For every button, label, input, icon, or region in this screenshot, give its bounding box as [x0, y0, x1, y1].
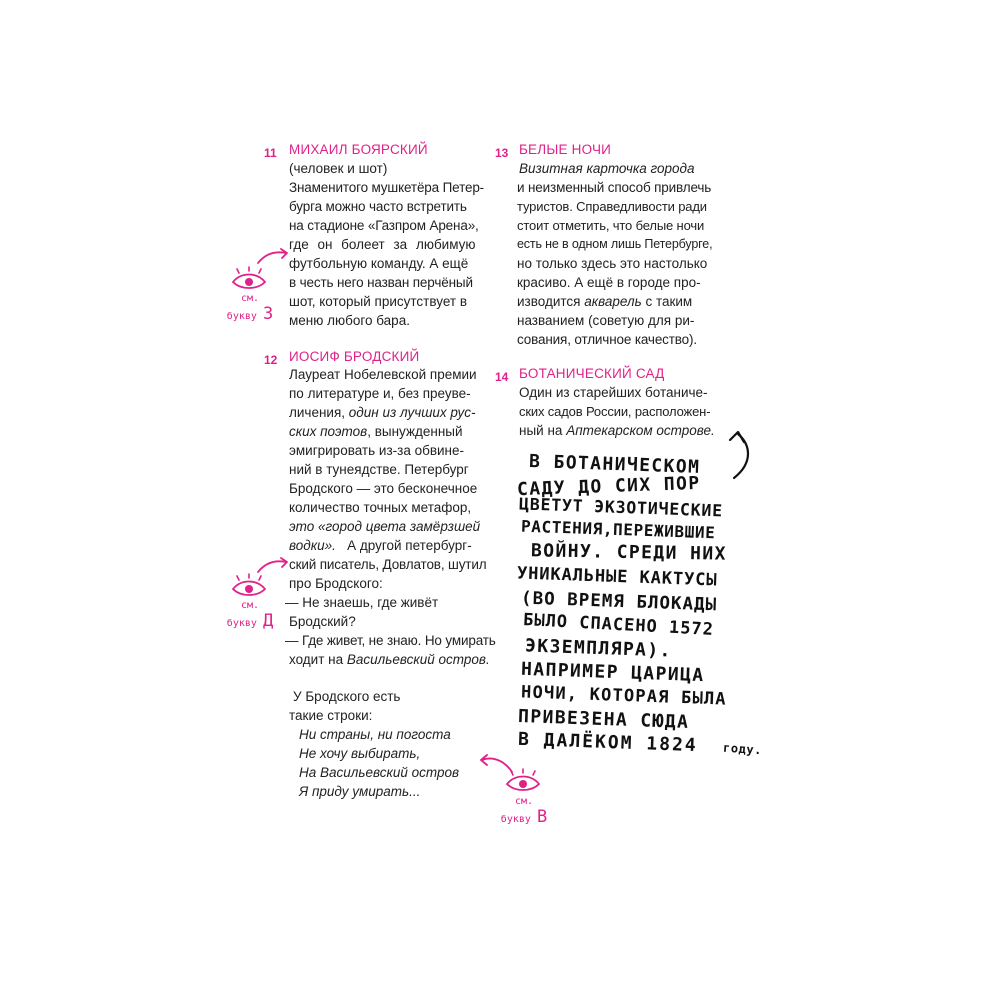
entry-number-13: 13 — [495, 146, 509, 160]
curved-arrow-icon — [720, 426, 760, 486]
body-line: но только здесь это настолько — [517, 256, 708, 271]
body-line: водки». А другой петербург- — [289, 538, 472, 553]
dialogue-line: Бродский? — [289, 614, 356, 629]
body-line: в честь него назван перчёный — [289, 275, 473, 290]
body-line: названием (советую для ри- — [517, 313, 695, 328]
body-line: это «город цвета замёрзшей — [289, 519, 481, 534]
body-line: изводится акварель с таким — [517, 294, 693, 309]
handwritten-line: В ДАЛЁКОМ 1824 — [517, 728, 699, 757]
dialogue-line: — Не знаешь, где живёт — [285, 595, 439, 610]
entry-title-botanical-garden: БОТАНИЧЕСКИЙ САД — [519, 366, 665, 381]
poem-line: Я приду умирать... — [299, 784, 421, 799]
handwritten-line: ЦВЕТУТ ЭКЗОТИЧЕСКИЕ — [518, 494, 724, 521]
body-line: ский писатель, Довлатов, шутил — [289, 557, 487, 572]
see-letter-ref: см. букву З — [226, 293, 274, 324]
entry-title-boyarsky: МИХАИЛ БОЯРСКИЙ — [289, 142, 428, 157]
see-letter-ref: см. букву В — [500, 796, 548, 827]
body-line: и неизменный способ привлечь — [517, 180, 712, 195]
body-line: стоит отметить, что белые ночи — [517, 218, 705, 233]
body-line: бурга можно часто встретить — [289, 199, 467, 214]
handwritten-line: ВОЙНУ. СРЕДИ НИХ — [530, 540, 727, 565]
body-line: личения, один из лучших рус- — [289, 405, 476, 420]
see-letter-ref: см. букву Д — [226, 600, 274, 631]
body-line: шот, который присутствует в — [289, 294, 468, 309]
handwritten-line: НОЧИ, КОТОРАЯ БЫЛА — [520, 682, 728, 710]
handwritten-line: УНИКАЛЬНЫЕ КАКТУСЫ — [516, 563, 718, 591]
body-line: Знаменитого мушкетёра Петер- — [289, 180, 485, 195]
body-line: Один из старейших ботаниче- — [519, 385, 708, 400]
body-line: футбольную команду. А ещё — [289, 256, 469, 271]
body-line: Бродского — это бесконечное — [289, 481, 478, 496]
body-line: У Бродского есть — [293, 689, 401, 704]
body-line: ний в тунеядстве. Петербург — [289, 462, 469, 477]
body-line: Лауреат Нобелевской премии — [289, 367, 477, 382]
handwritten-line: САДУ ДО СИХ ПОР — [516, 472, 701, 501]
body-line: туристов. Справедливости ради — [517, 199, 707, 214]
body-line: количество точных метафор, — [289, 500, 472, 515]
eye-doodle-icon — [229, 266, 269, 292]
entry-number-11: 11 — [264, 146, 277, 160]
handwritten-line: ПРИВЕЗЕНА СЮДА — [517, 706, 690, 733]
body-line: меню любого бара. — [289, 313, 410, 328]
body-line: ских садов России, расположен- — [519, 404, 711, 419]
body-line: ских поэтов, вынужденный — [289, 424, 463, 439]
dialogue-line: ходит на Васильевский остров. — [289, 652, 490, 667]
poem-line: Ни страны, ни погоста — [299, 727, 451, 742]
body-line: эмигрировать из-за обвине- — [289, 443, 464, 458]
eye-doodle-icon — [229, 573, 269, 599]
handwritten-line: НАПРИМЕР ЦАРИЦА — [520, 658, 705, 687]
body-line: красиво. А ещё в городе про- — [517, 275, 701, 290]
handwritten-line: В БОТАНИЧЕСКОМ — [528, 451, 701, 478]
handwritten-line: ЭКЗЕМПЛЯРА). — [524, 635, 673, 662]
body-line: ный на Аптекарском острове. — [519, 423, 715, 438]
body-line: есть не в одном лишь Петербурге, — [517, 237, 713, 251]
body-line: по литературе и, без преуве- — [289, 386, 471, 401]
entry-number-12: 12 — [264, 353, 278, 367]
entry-title-brodsky: ИОСИФ БРОДСКИЙ — [289, 349, 420, 364]
body-line: где он болеет за любимую — [289, 237, 476, 252]
handwritten-line: году. — [722, 740, 763, 758]
handwritten-line: БЫЛО СПАСЕНО 1572 — [522, 610, 715, 640]
entry-title-white-nights: БЕЛЫЕ НОЧИ — [519, 142, 612, 157]
handwritten-line: РАСТЕНИЯ,ПЕРЕЖИВШИЕ — [520, 516, 716, 543]
eye-doodle-icon — [503, 768, 543, 794]
body-line: Визитная карточка города — [519, 161, 695, 176]
body-line: такие строки: — [289, 708, 373, 723]
pink-arrow-icon — [254, 247, 294, 267]
handwritten-line: (ВО ВРЕМЯ БЛОКАДЫ — [520, 588, 718, 616]
dialogue-line: — Где живет, не знаю. Но умирать — [285, 633, 496, 648]
body-line: про Бродского: — [289, 576, 383, 591]
poem-line: На Васильевский остров — [299, 765, 460, 780]
body-line: сования, отличное качество). — [517, 332, 697, 347]
poem-line: Не хочу выбирать, — [299, 746, 421, 761]
entry-number-14: 14 — [495, 370, 509, 384]
body-line: на стадионе «Газпром Арена», — [289, 218, 479, 233]
entry-subtitle: (человек и шот) — [289, 161, 388, 176]
